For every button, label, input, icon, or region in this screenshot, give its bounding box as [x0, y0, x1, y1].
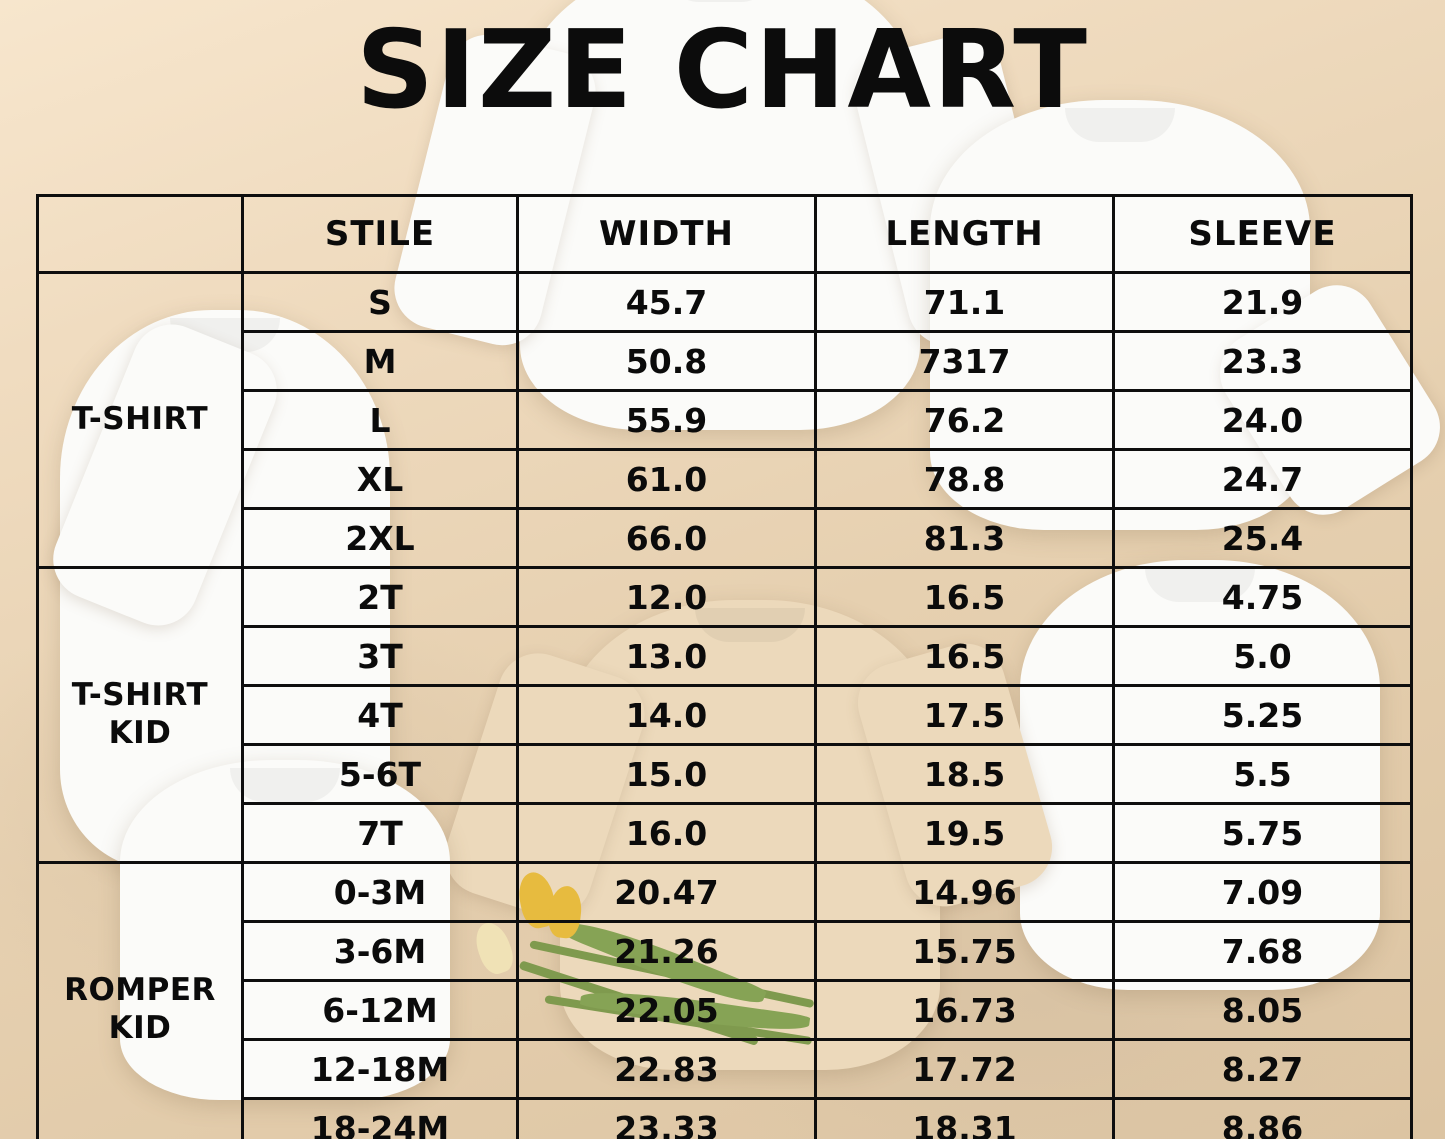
- cell-style: 5-6T: [243, 745, 518, 804]
- cell-style: 3T: [243, 627, 518, 686]
- cell-sleeve: 8.27: [1114, 1040, 1412, 1099]
- table-row: [38, 568, 1412, 627]
- cell-length: 78.8: [816, 450, 1114, 509]
- cell-width: 12.0: [518, 568, 816, 627]
- cell-style: 12-18M: [243, 1040, 518, 1099]
- cell-sleeve: 25.4: [1114, 509, 1412, 568]
- cell-width: 22.83: [518, 1040, 816, 1099]
- cell-style: M: [243, 332, 518, 391]
- table-row: [38, 509, 1412, 568]
- table-row: [38, 273, 1412, 332]
- cell-width: 23.33: [518, 1099, 816, 1139]
- table-header-row: [38, 196, 1412, 273]
- cell-style: S: [243, 273, 518, 332]
- table-row: [38, 745, 1412, 804]
- cell-width: 13.0: [518, 627, 816, 686]
- table-row: [38, 332, 1412, 391]
- header-width: WIDTH: [518, 196, 816, 273]
- cell-sleeve: 7.68: [1114, 922, 1412, 981]
- cell-length: 17.72: [816, 1040, 1114, 1099]
- cell-style: 7T: [243, 804, 518, 863]
- shirt-collar: [665, 0, 775, 2]
- category-cell-t-shirt-kid: T-SHIRT KID: [38, 568, 243, 863]
- cell-sleeve: 21.9: [1114, 273, 1412, 332]
- cell-style: XL: [243, 450, 518, 509]
- cell-sleeve: 23.3: [1114, 332, 1412, 391]
- table-row: [38, 686, 1412, 745]
- cell-sleeve: 24.7: [1114, 450, 1412, 509]
- cell-length: 15.75: [816, 922, 1114, 981]
- header-length: LENGTH: [816, 196, 1114, 273]
- cell-style: 18-24M: [243, 1099, 518, 1139]
- header-sleeve: SLEEVE: [1114, 196, 1412, 273]
- cell-style: 3-6M: [243, 922, 518, 981]
- cell-width: 15.0: [518, 745, 816, 804]
- table-row: [38, 1099, 1412, 1139]
- cell-width: 50.8: [518, 332, 816, 391]
- cell-sleeve: 5.25: [1114, 686, 1412, 745]
- cell-length: 14.96: [816, 863, 1114, 922]
- cell-length: 16.5: [816, 568, 1114, 627]
- category-cell-romper-kid: ROMPER KID: [38, 863, 243, 1139]
- table-row: [38, 627, 1412, 686]
- cell-style: 2XL: [243, 509, 518, 568]
- table-row: [38, 1040, 1412, 1099]
- table-row: [38, 981, 1412, 1040]
- cell-length: 16.73: [816, 981, 1114, 1040]
- cell-length: 81.3: [816, 509, 1114, 568]
- cell-sleeve: 8.86: [1114, 1099, 1412, 1139]
- cell-length: 17.5: [816, 686, 1114, 745]
- cell-width: 45.7: [518, 273, 816, 332]
- cell-sleeve: 4.75: [1114, 568, 1412, 627]
- category-cell-t-shirt: T-SHIRT: [38, 273, 243, 568]
- cell-width: 21.26: [518, 922, 816, 981]
- cell-width: 61.0: [518, 450, 816, 509]
- cell-style: 4T: [243, 686, 518, 745]
- cell-style: 0-3M: [243, 863, 518, 922]
- cell-sleeve: 24.0: [1114, 391, 1412, 450]
- cell-width: 16.0: [518, 804, 816, 863]
- cell-sleeve: 5.5: [1114, 745, 1412, 804]
- table-row: [38, 863, 1412, 922]
- page-title: SIZE CHART: [356, 8, 1089, 133]
- table-row: [38, 450, 1412, 509]
- cell-length: 7317: [816, 332, 1114, 391]
- table-row: [38, 391, 1412, 450]
- cell-length: 16.5: [816, 627, 1114, 686]
- cell-sleeve: 5.0: [1114, 627, 1412, 686]
- cell-style: 6-12M: [243, 981, 518, 1040]
- cell-sleeve: 8.05: [1114, 981, 1412, 1040]
- cell-length: 18.5: [816, 745, 1114, 804]
- size-chart-table: [36, 194, 1413, 1139]
- size-chart-table-wrap: [36, 194, 1410, 1139]
- cell-length: 76.2: [816, 391, 1114, 450]
- cell-width: 66.0: [518, 509, 816, 568]
- cell-sleeve: 5.75: [1114, 804, 1412, 863]
- header-corner: [38, 196, 243, 273]
- cell-width: 22.05: [518, 981, 816, 1040]
- table-row: [38, 804, 1412, 863]
- cell-length: 18.31: [816, 1099, 1114, 1139]
- cell-style: L: [243, 391, 518, 450]
- cell-width: 14.0: [518, 686, 816, 745]
- cell-length: 19.5: [816, 804, 1114, 863]
- table-row: [38, 922, 1412, 981]
- cell-sleeve: 7.09: [1114, 863, 1412, 922]
- cell-width: 20.47: [518, 863, 816, 922]
- header-stile: STILE: [243, 196, 518, 273]
- cell-style: 2T: [243, 568, 518, 627]
- cell-width: 55.9: [518, 391, 816, 450]
- cell-length: 71.1: [816, 273, 1114, 332]
